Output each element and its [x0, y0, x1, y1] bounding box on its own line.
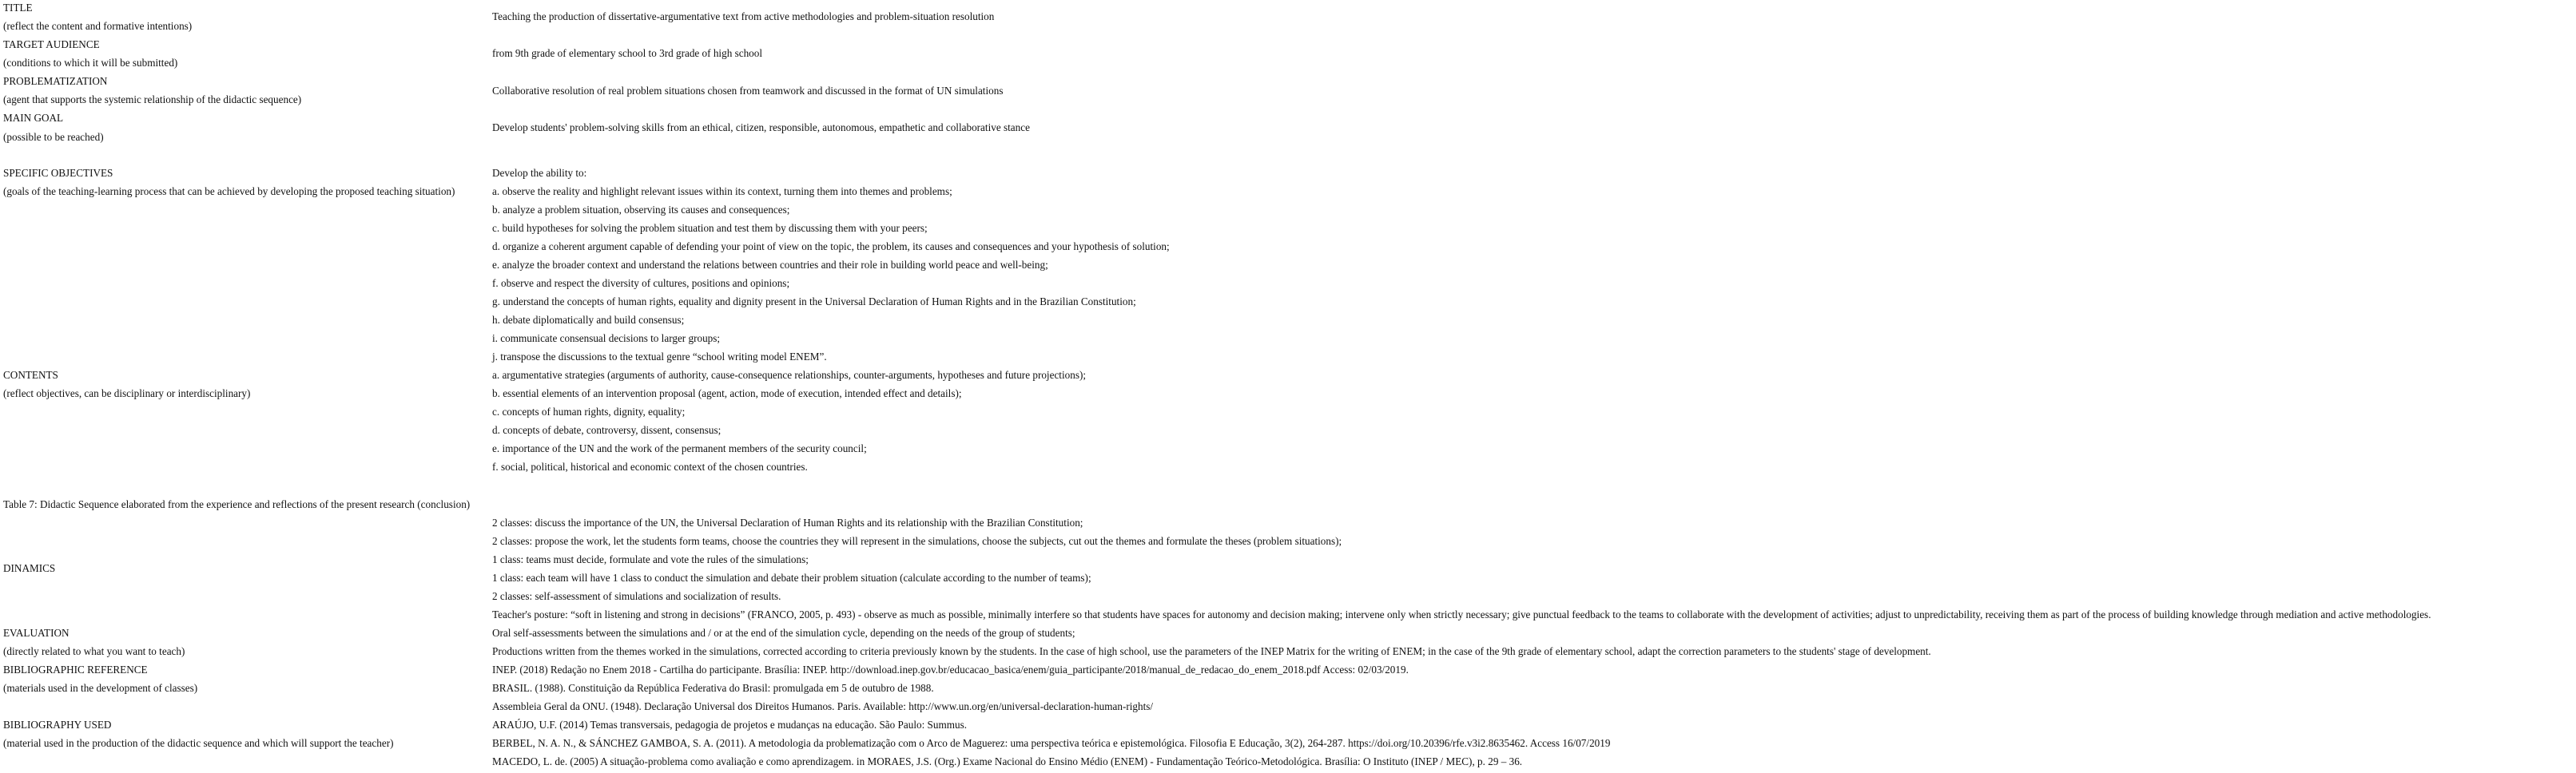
audience-label: TARGET AUDIENCE: [3, 38, 100, 50]
content-item: c. concepts of human rights, dignity, equality;: [492, 406, 686, 418]
biblio-used-item: BERBEL, N. A. N., & SÁNCHEZ GAMBOA, S. A. (2011). A metodologia da problematização com o Arco de Maguerez: uma perspectiva teórica e epistemológica. Filosofia E Educação, 3(2), 264-287. https://doi.org/10.20396/rfe.v3i2.8635462. Access 16/07/2019: [492, 737, 1611, 749]
contents-sub: (reflect objectives, can be disciplinary or interdisciplinary): [3, 387, 251, 399]
dinamics-item: 1 class: each team will have 1 class to conduct the simulation and debate their problem situation (calculate according to the number of teams);: [492, 572, 1091, 584]
objectives-label: SPECIFIC OBJECTIVES: [3, 167, 113, 179]
objective-item: j. transpose the discussions to the textual genre “school writing model ENEM”.: [492, 351, 827, 363]
title-sub: (reflect the content and formative intentions): [3, 20, 193, 32]
goal-value: Develop students' problem-solving skills from an ethical, citizen, responsible, autonomous, empathetic and collaborative stance: [492, 121, 1030, 133]
objective-item: c. build hypotheses for solving the problem situation and test them by discussing them with your peers;: [492, 222, 928, 234]
content-item: f. social, political, historical and economic context of the chosen countries.: [492, 461, 808, 473]
dinamics-teacher-posture: Teacher's posture: “soft in listening and strong in decisions” (FRANCO, 2005, p. 493) - observe as much as possible, minimally interfere so that students have spaces for autonomy and decision making; intervene only when strictly necessary; give punctual feedback to the teams to collaborate with the development of activities; adjust to unpredictability, receiving them as part of the process of building knowledge through mediation and active methodologies.: [492, 608, 2431, 620]
objective-item: d. organize a coherent argument capable of defending your point of view on the topic, the problem, its causes and consequences and your hypothesis of solution;: [492, 240, 1170, 252]
dinamics-label: DINAMICS: [3, 562, 56, 574]
objectives-sub: (goals of the teaching-learning process that can be achieved by developing the proposed teaching situation): [3, 185, 455, 197]
objective-item: g. understand the concepts of human rights, equality and dignity present in the Universal Declaration of Human Rights and in the Brazilian Constitution;: [492, 295, 1136, 307]
objective-item: e. analyze the broader context and understand the relations between countries and their role in building world peace and well-being;: [492, 259, 1048, 271]
objective-item: b. analyze a problem situation, observing its causes and consequences;: [492, 204, 790, 216]
biblio-ref-item: Assembleia Geral da ONU. (1948). Declaração Universal dos Direitos Humanos. Paris. Available: http://www.un.org/en/universal-declaration-human-rights/: [492, 700, 1154, 712]
biblio-used-sub: (material used in the production of the didactic sequence and which will support the teacher): [3, 737, 394, 749]
evaluation-sub: (directly related to what you want to teach): [3, 645, 185, 657]
objective-item: i. communicate consensual decisions to larger groups;: [492, 332, 721, 344]
biblio-used-item: ARAÚJO, U.F. (2014) Temas transversais, pedagogia de projetos e mudanças na educação. São Paulo: Summus.: [492, 719, 968, 731]
dinamics-item: 2 classes: self-assessment of simulations and socialization of results.: [492, 590, 781, 602]
biblio-ref-sub: (materials used in the development of classes): [3, 682, 198, 694]
title-label: TITLE: [3, 2, 33, 14]
dinamics-item: 2 classes: propose the work, let the students form teams, choose the countries they will represent in the simulations, choose the subjects, cut out the themes and formulate the theses (problem situations);: [492, 535, 1342, 547]
content-item: e. importance of the UN and the work of the permanent members of the security council;: [492, 442, 867, 454]
contents-label: CONTENTS: [3, 369, 58, 381]
dinamics-item: 1 class: teams must decide, formulate and vote the rules of the simulations;: [492, 553, 809, 565]
content-item: b. essential elements of an intervention proposal (agent, action, mode of execution, intended effect and details);: [492, 387, 962, 399]
biblio-used-item: MACEDO, L. de. (2005) A situação-problema como avaliação e como aprendizagem. in MORAES, J.S. (Org.) Exame Nacional do Ensino Médio (ENEM) - Fundamentação Teórico-Metodológica. Brasília: O Instituto (INEP / MEC), p. 29 – 36.: [492, 755, 1523, 767]
objectives-intro: Develop the ability to:: [492, 167, 587, 179]
evaluation-item: Productions written from the themes worked in the simulations, corrected according to criteria previously known by the students. In the case of high school, use the parameters of the INEP Matrix for the writing of ENEM; in the case of the 9th grade of elementary school, adapt the correction parameters to the students' stage of development.: [492, 645, 1931, 657]
biblio-ref-item: INEP. (2018) Redação no Enem 2018 - Cartilha do participante. Brasília: INEP. http://download.inep.gov.br/educacao_basica/enem/guia_participante/2018/manual_de_redacao_do_enem_2018.pdf Access: 02/03/2019.: [492, 664, 1409, 676]
goal-sub: (possible to be reached): [3, 131, 104, 143]
content-item: a. argumentative strategies (arguments of authority, cause-consequence relationships, counter-arguments, hypotheses and future projections);: [492, 369, 1087, 381]
dinamics-item: 2 classes: discuss the importance of the UN, the Universal Declaration of Human Rights and its relationship with the Brazilian Constitution;: [492, 517, 1083, 529]
evaluation-label: EVALUATION: [3, 627, 70, 639]
title-value: Teaching the production of dissertative-argumentative text from active methodologies and problem-situation resolution: [492, 10, 995, 22]
goal-label: MAIN GOAL: [3, 112, 64, 124]
objective-item: f. observe and respect the diversity of cultures, positions and opinions;: [492, 277, 790, 289]
audience-sub: (conditions to which it will be submitted): [3, 57, 178, 69]
table-caption: Table 7: Didactic Sequence elaborated from the experience and reflections of the present research (conclusion): [3, 498, 471, 510]
objective-item: a. observe the reality and highlight relevant issues within its context, turning them into themes and problems;: [492, 185, 952, 197]
evaluation-item: Oral self-assessments between the simulations and / or at the end of the simulation cycle, depending on the needs of the group of students;: [492, 627, 1075, 639]
problematization-label: PROBLEMATIZATION: [3, 75, 108, 87]
problematization-sub: (agent that supports the systemic relationship of the didactic sequence): [3, 93, 302, 105]
content-item: d. concepts of debate, controversy, dissent, consensus;: [492, 424, 722, 436]
audience-value: from 9th grade of elementary school to 3rd grade of high school: [492, 47, 763, 59]
biblio-used-label: BIBLIOGRAPHY USED: [3, 719, 112, 731]
objective-item: h. debate diplomatically and build consensus;: [492, 314, 685, 326]
biblio-ref-label: BIBLIOGRAPHIC REFERENCE: [3, 664, 148, 676]
biblio-ref-item: BRASIL. (1988). Constituição da República Federativa do Brasil: promulgada em 5 de outubro de 1988.: [492, 682, 934, 694]
problematization-value: Collaborative resolution of real problem situations chosen from teamwork and discussed in the format of UN simulations: [492, 85, 1004, 97]
